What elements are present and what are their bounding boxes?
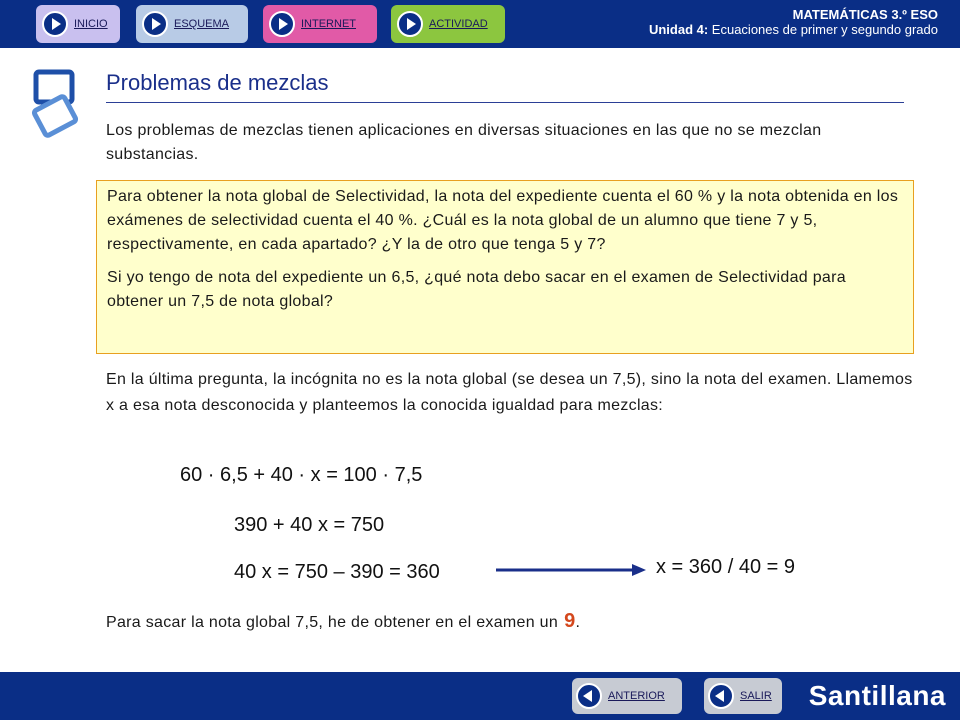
nav-internet-label: INTERNET <box>301 18 356 30</box>
title-divider <box>106 102 904 103</box>
course-header <box>649 7 938 37</box>
equation-2: 390 + 40 x = 750 <box>234 514 385 536</box>
bottom-bar <box>0 672 960 720</box>
conclusion-period: . <box>575 614 581 631</box>
play-icon <box>142 11 168 37</box>
problem-statement-box <box>96 180 914 354</box>
unit-label: Unidad 4: <box>648 22 709 37</box>
conclusion-line <box>106 610 580 633</box>
nav-internet-button[interactable] <box>263 5 377 43</box>
nav-esquema-button[interactable] <box>136 5 248 43</box>
back-icon <box>708 683 734 709</box>
brand-logo: Santillana <box>808 680 946 711</box>
page-title: Problemas de mezclas <box>106 70 329 95</box>
salir-label: SALIR <box>740 690 772 702</box>
nav-inicio-button[interactable] <box>36 5 120 43</box>
equation-1: 60 · 6,5 + 40 · x = 100 · 7,5 <box>180 464 423 486</box>
equation-3: 40 x = 750 – 390 = 360 <box>234 561 440 583</box>
unit-subtitle <box>649 22 938 37</box>
answer-value: 9 <box>564 610 576 632</box>
nav-actividad-button[interactable] <box>391 5 505 43</box>
intro-paragraph: Los problemas de mezclas tienen aplicaciones en diversas situaciones en las que no se mezclan substancias. <box>106 122 822 163</box>
nav-inicio-label: INICIO <box>74 18 108 30</box>
anterior-label: ANTERIOR <box>608 690 665 702</box>
problem-paragraph-2: Si yo tengo de nota del expediente un 6,5, ¿qué nota debo sacar en el examen de Selectividad para obtener un 7,5 de nota global? <box>107 269 846 310</box>
arrow-right-icon <box>494 560 648 580</box>
conclusion-text: Para sacar la nota global 7,5, he de obtener en el examen un <box>106 614 559 631</box>
play-icon <box>269 11 295 37</box>
nav-esquema-label: ESQUEMA <box>174 18 230 30</box>
play-icon <box>42 11 68 37</box>
salir-button[interactable] <box>704 678 782 714</box>
top-navigation-bar <box>0 0 960 48</box>
subject-title: MATEMÁTICAS 3.º ESO <box>792 7 938 22</box>
anterior-button[interactable] <box>572 678 682 714</box>
back-icon <box>576 683 602 709</box>
section-icon <box>30 68 80 138</box>
explanation-paragraph: En la última pregunta, la incógnita no es la nota global (se desea un 7,5), sino la nota del examen. Llamemos x a esa nota desconocida y planteemos la conocida igualdad para mezclas: <box>106 371 913 414</box>
equation-solution: x = 360 / 40 = 9 <box>656 556 795 578</box>
unit-name: Ecuaciones de primer y segundo grado <box>708 22 938 37</box>
problem-paragraph-1: Para obtener la nota global de Selectividad, la nota del expediente cuenta el 60 % y la nota obtenida en los exámenes de selectividad cuenta el 40 %. ¿Cuál es la nota global de un alumno que tiene 7 y 5, respectivamente, en cada apartado? ¿Y la de otro que tenga 5 y 7? <box>107 188 899 253</box>
nav-actividad-label: ACTIVIDAD <box>429 18 488 30</box>
play-icon <box>397 11 423 37</box>
